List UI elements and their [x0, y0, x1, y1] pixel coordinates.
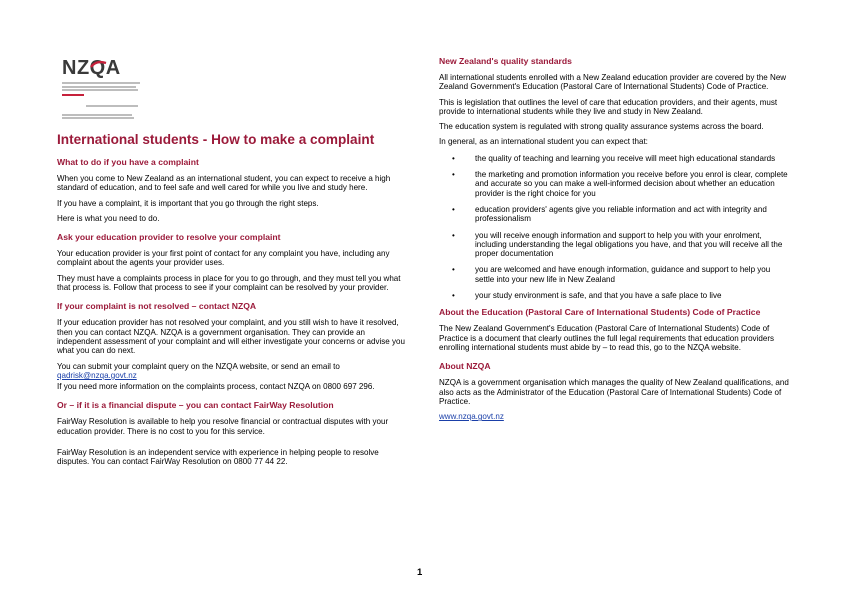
- paragraph: You can submit your complaint query on the NZQA website, or send an email to qadrisk@nzqa.govt.nz: [57, 361, 340, 380]
- left-column: [57, 132, 409, 473]
- paragraph: All international students enrolled with a New Zealand education provider are covered by the New Zealand Government's Education (Pastoral Care of International Students) Code of Practice.: [439, 73, 787, 92]
- section-heading-about-nzqa: About NZQA: [439, 361, 491, 372]
- paragraph: When you come to New Zealand as an international student, you can expect to receive a high standard of education, and to feel safe and well cared for while you live and study here.: [57, 174, 391, 193]
- paragraph: If you have a complaint, it is important that you go through the right steps.: [57, 198, 319, 208]
- email-link[interactable]: qadrisk@nzqa.govt.nz: [57, 370, 137, 380]
- paragraph: FairWay Resolution is an independent service with experience in helping people to resolve disputes. You can contact FairWay Resolution on 0800 77 44 22.: [57, 448, 379, 467]
- paragraph: The education system is regulated with strong quality assurance systems across the board.: [439, 122, 764, 132]
- paragraph: The New Zealand Government's Education (Pastoral Care of International Students) Code of Practice is a document that clearly outlines the full legal requirements that education providers enrolling international students must abide by – to read this, go to the NZQA website.: [439, 324, 775, 352]
- logo-swoosh-icon: [90, 57, 108, 79]
- paragraph: If you need more information on the complaints process, contact NZQA on 0800 697 296.: [57, 382, 375, 392]
- page-number: 1: [417, 567, 423, 578]
- paragraph: NZQA is a government organisation which manages the quality of New Zealand qualifications, and also acts as the Administrator of the Education (Pastoral Care of International Students) Code of Practice.: [439, 378, 789, 406]
- logo-tagline-graphic: [62, 82, 142, 119]
- list-item: • the quality of teaching and learning you receive will meet high educational standards: [439, 154, 789, 163]
- section-heading-complaint: What to do if you have a complaint: [57, 157, 199, 167]
- expectations-list: [439, 154, 789, 301]
- paragraph: Here is what you need to do.: [57, 213, 160, 223]
- nzqa-logo: [62, 57, 142, 119]
- list-item: • you will receive enough information and support to help you with your enrolment, including understanding the legal obligations you have, and that you will receive all the proper documentation: [439, 231, 789, 259]
- paragraph: Your education provider is your first point of contact for any complaint you have, including any complaint about the agents your provider uses.: [57, 249, 390, 268]
- right-column: [439, 56, 789, 427]
- paragraph: This is legislation that outlines the level of care that education providers, and their agents, must provide to international students while they live and study in New Zealand.: [439, 97, 778, 116]
- paragraph: If your education provider has not resolved your complaint, and you still wish to have it resolved, then you can contact NZQA. NZQA is a government organisation. They can provide an independent assessment of your complaint and will either investigate your concerns or advise you what you can do next.: [57, 318, 405, 356]
- list-item: • you are welcomed and have enough information, guidance and support to help you settle into your new life in New Zealand: [439, 265, 789, 284]
- paragraph: They must have a complaints process in place for you to go through, and they must tell you what that process is. Follow that process to see if your complaint can be resolved by your provider.: [57, 273, 401, 293]
- list-item: • your study environment is safe, and that you have a safe place to live: [439, 291, 789, 300]
- section-heading-contact-nzqa: If your complaint is not resolved – contact NZQA: [57, 301, 257, 312]
- page-title: International students - How to make a complaint: [57, 132, 375, 147]
- section-heading-code-of-practice: About the Education (Pastoral Care of International Students) Code of Practice: [439, 307, 761, 318]
- section-heading-quality-standards: New Zealand's quality standards: [439, 56, 572, 66]
- section-heading-fairway: Or – if it is a financial dispute – you can contact FairWay Resolution: [57, 400, 334, 411]
- paragraph: In general, as an international student you can expect that:: [439, 137, 648, 147]
- list-item: • education providers' agents give you reliable information and act with integrity and professionalism: [439, 205, 789, 224]
- paragraph: FairWay Resolution is available to help you resolve financial or contractual disputes with your education provider. There is no cost to you for this service.: [57, 417, 389, 436]
- logo-wordmark: NZQ A: [62, 57, 121, 79]
- section-heading-provider: Ask your education provider to resolve your complaint: [57, 232, 281, 243]
- nzqa-website-link[interactable]: www.nzqa.govt.nz: [439, 412, 504, 422]
- list-item: • the marketing and promotion information you receive before you enrol is clear, complete and accurate so you can make a well-informed decision about whether an education provider is the right choice for you: [439, 170, 789, 198]
